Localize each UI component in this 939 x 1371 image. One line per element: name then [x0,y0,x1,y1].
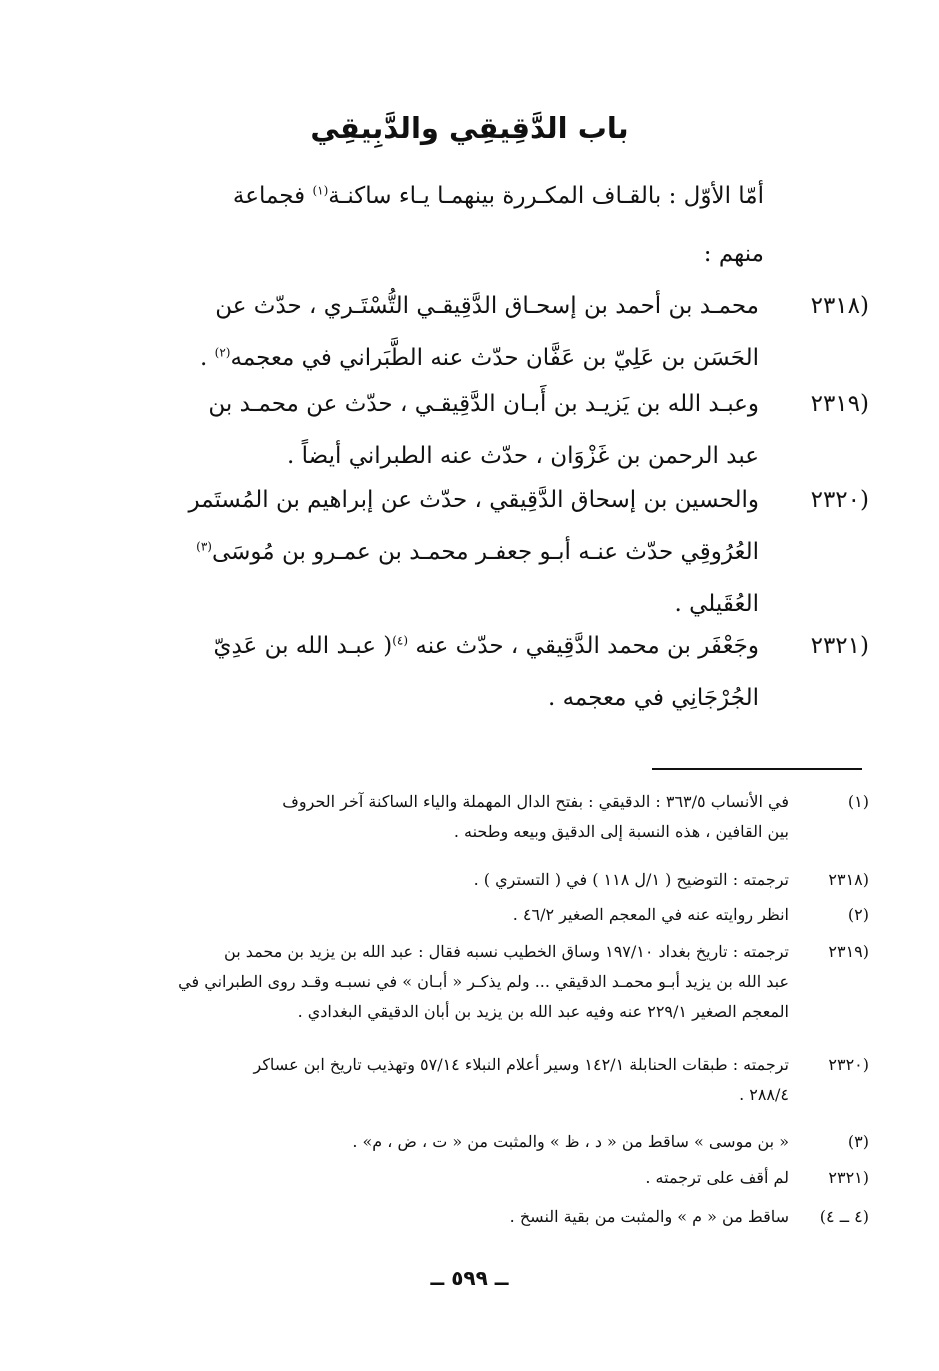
footnote-label: (١) [847,792,869,811]
page-number: ــ ٥٩٩ ــ [430,1266,509,1290]
intro-line-1 [64,176,764,216]
footnote-text [59,940,789,1030]
entry-line: محمـد بن أحمد بن إسحـاق الدَّقِيقـي التُّسْتَـري ، حدّث عن [215,293,759,319]
footnote-label: (٢٣٢١ [828,1168,869,1187]
entry-line [69,620,759,672]
footnote-label: (٣) [847,1132,869,1151]
footnote-line: لم أقف على ترجمته . [645,1168,789,1187]
entry-text [69,474,759,630]
footnote-ref: (١) [312,183,329,198]
chapter-title: باب الدَّقِيقِي والدَّبِيقِي [310,111,629,145]
footnote-separator [652,768,862,770]
footnote-label: (٢) [847,905,869,924]
footnote-text [59,1130,789,1160]
entry-number: (٢٣١٩ [810,391,869,417]
entry-line [69,332,759,384]
entry-line-text: العُرُوقِي حدّث عنـه أبـو جعفـر محمـد بن عمـرو بن مُوسَى [211,539,759,565]
footnote-line: ترجمته : تاريخ بغداد ١٩٧/١٠ وساق الخطيب نسبه فقال : عبد الله بن يزيد بن محمد بن [224,942,789,961]
footnote-line: عبد الله بن يزيد أبـو محمـد الدقيقي ... ولم يذكـر « أبـان » في نسبـه وقـد روى الطبراني في [178,972,789,991]
footnote-line: ترجمته : طبقات الحنابلة ١٤٢/١ وسير أعلام النبلاء ٥٧/١٤ وتهذيب تاريخ ابن عساكر [253,1055,789,1074]
footnote-label: (٢٣٢٠ [828,1055,869,1074]
footnote-label: (٢٣١٩ [828,942,869,961]
entry-line: عبد الرحمن بن غَزْوَان ، حدّث عنه الطبراني أيضاً . [287,443,759,469]
entry-number: (٢٣١٨ [810,293,869,319]
intro-text-end: فجماعة [232,183,313,209]
entry-text [69,378,759,482]
footnote-text [59,790,789,850]
footnote-line: ساقط من « م » والمثبت من بقية النسخ . [509,1207,789,1226]
intro-line-2: منهم : [703,241,764,267]
footnote-line: بين القافين ، هذه النسبة إلى الدقيق وبيعه وطحنه . [453,822,789,841]
footnote-text [59,903,789,933]
footnote-line: انظر روايته عنه في المعجم الصغير ٤٦/٢ . [512,905,789,924]
footnote-text [59,1053,789,1113]
entry-text [69,280,759,384]
footnote-ref: (٤) [392,633,409,648]
entry-line: وعبـد الله بن يَزيـد بن أَبـان الدَّقِيقـي ، حدّث عن محمـد بن [208,391,759,417]
entry-line-text: وجَعْفَر بن محمد الدَّقِيقي ، حدّث عنه [408,633,759,659]
footnote-line: في الأنساب ٣٦٣/٥ : الدقيقي : بفتح الدال المهملة والياء الساكنة آخر الحروف [282,792,789,811]
footnote-ref: (٢) [214,345,231,360]
entry-line-text: الحَسَن بن عَلِيّ بن عَفَّان حدّث عنه الطَّبَراني في معجمه [230,345,759,371]
footnote-text [59,868,789,898]
entry-line-end: . [200,345,215,371]
footnote-line: المعجم الصغير ٢٢٩/١ عنه وفيه عبد الله بن يزيد بن أبان الدقيقي البغدادي . [297,1002,789,1021]
footnote-line: ٢٨٨/٤ . [739,1085,789,1104]
footnote-text [59,1205,789,1235]
entry-number: (٢٣٢١ [810,633,869,659]
entry-line-end: ( عبـد الله بن عَدِيّ [213,633,393,659]
entry-text [69,620,759,724]
footnote-line: ترجمته : التوضيح ( ١/ل ١١٨ ) في ( التستري ) . [473,870,789,889]
entry-line: والحسين بن إسحاق الدَّقِيقي ، حدّث عن إبراهيم بن المُستَمر [188,487,759,513]
entry-line: الجُرْجَانِي في معجمه . [547,685,759,711]
entry-line [69,526,759,578]
footnote-line: « بن موسى » ساقط من « د ، ظ » والمثبت من « ت ، ض ، م» . [352,1132,789,1151]
entry-number: (٢٣٢٠ [810,487,869,513]
footnote-label: (٢٣١٨ [828,870,869,889]
footnote-ref: (٣) [196,539,212,554]
entry-line: العُقَيلي . [674,591,759,617]
footnote-text [59,1166,789,1196]
intro-text: أمّا الأوّل : بالقـاف المكـررة بينهمـا يـاء ساكنـة [328,183,764,209]
footnote-label: (٤ ــ ٤) [819,1207,869,1226]
